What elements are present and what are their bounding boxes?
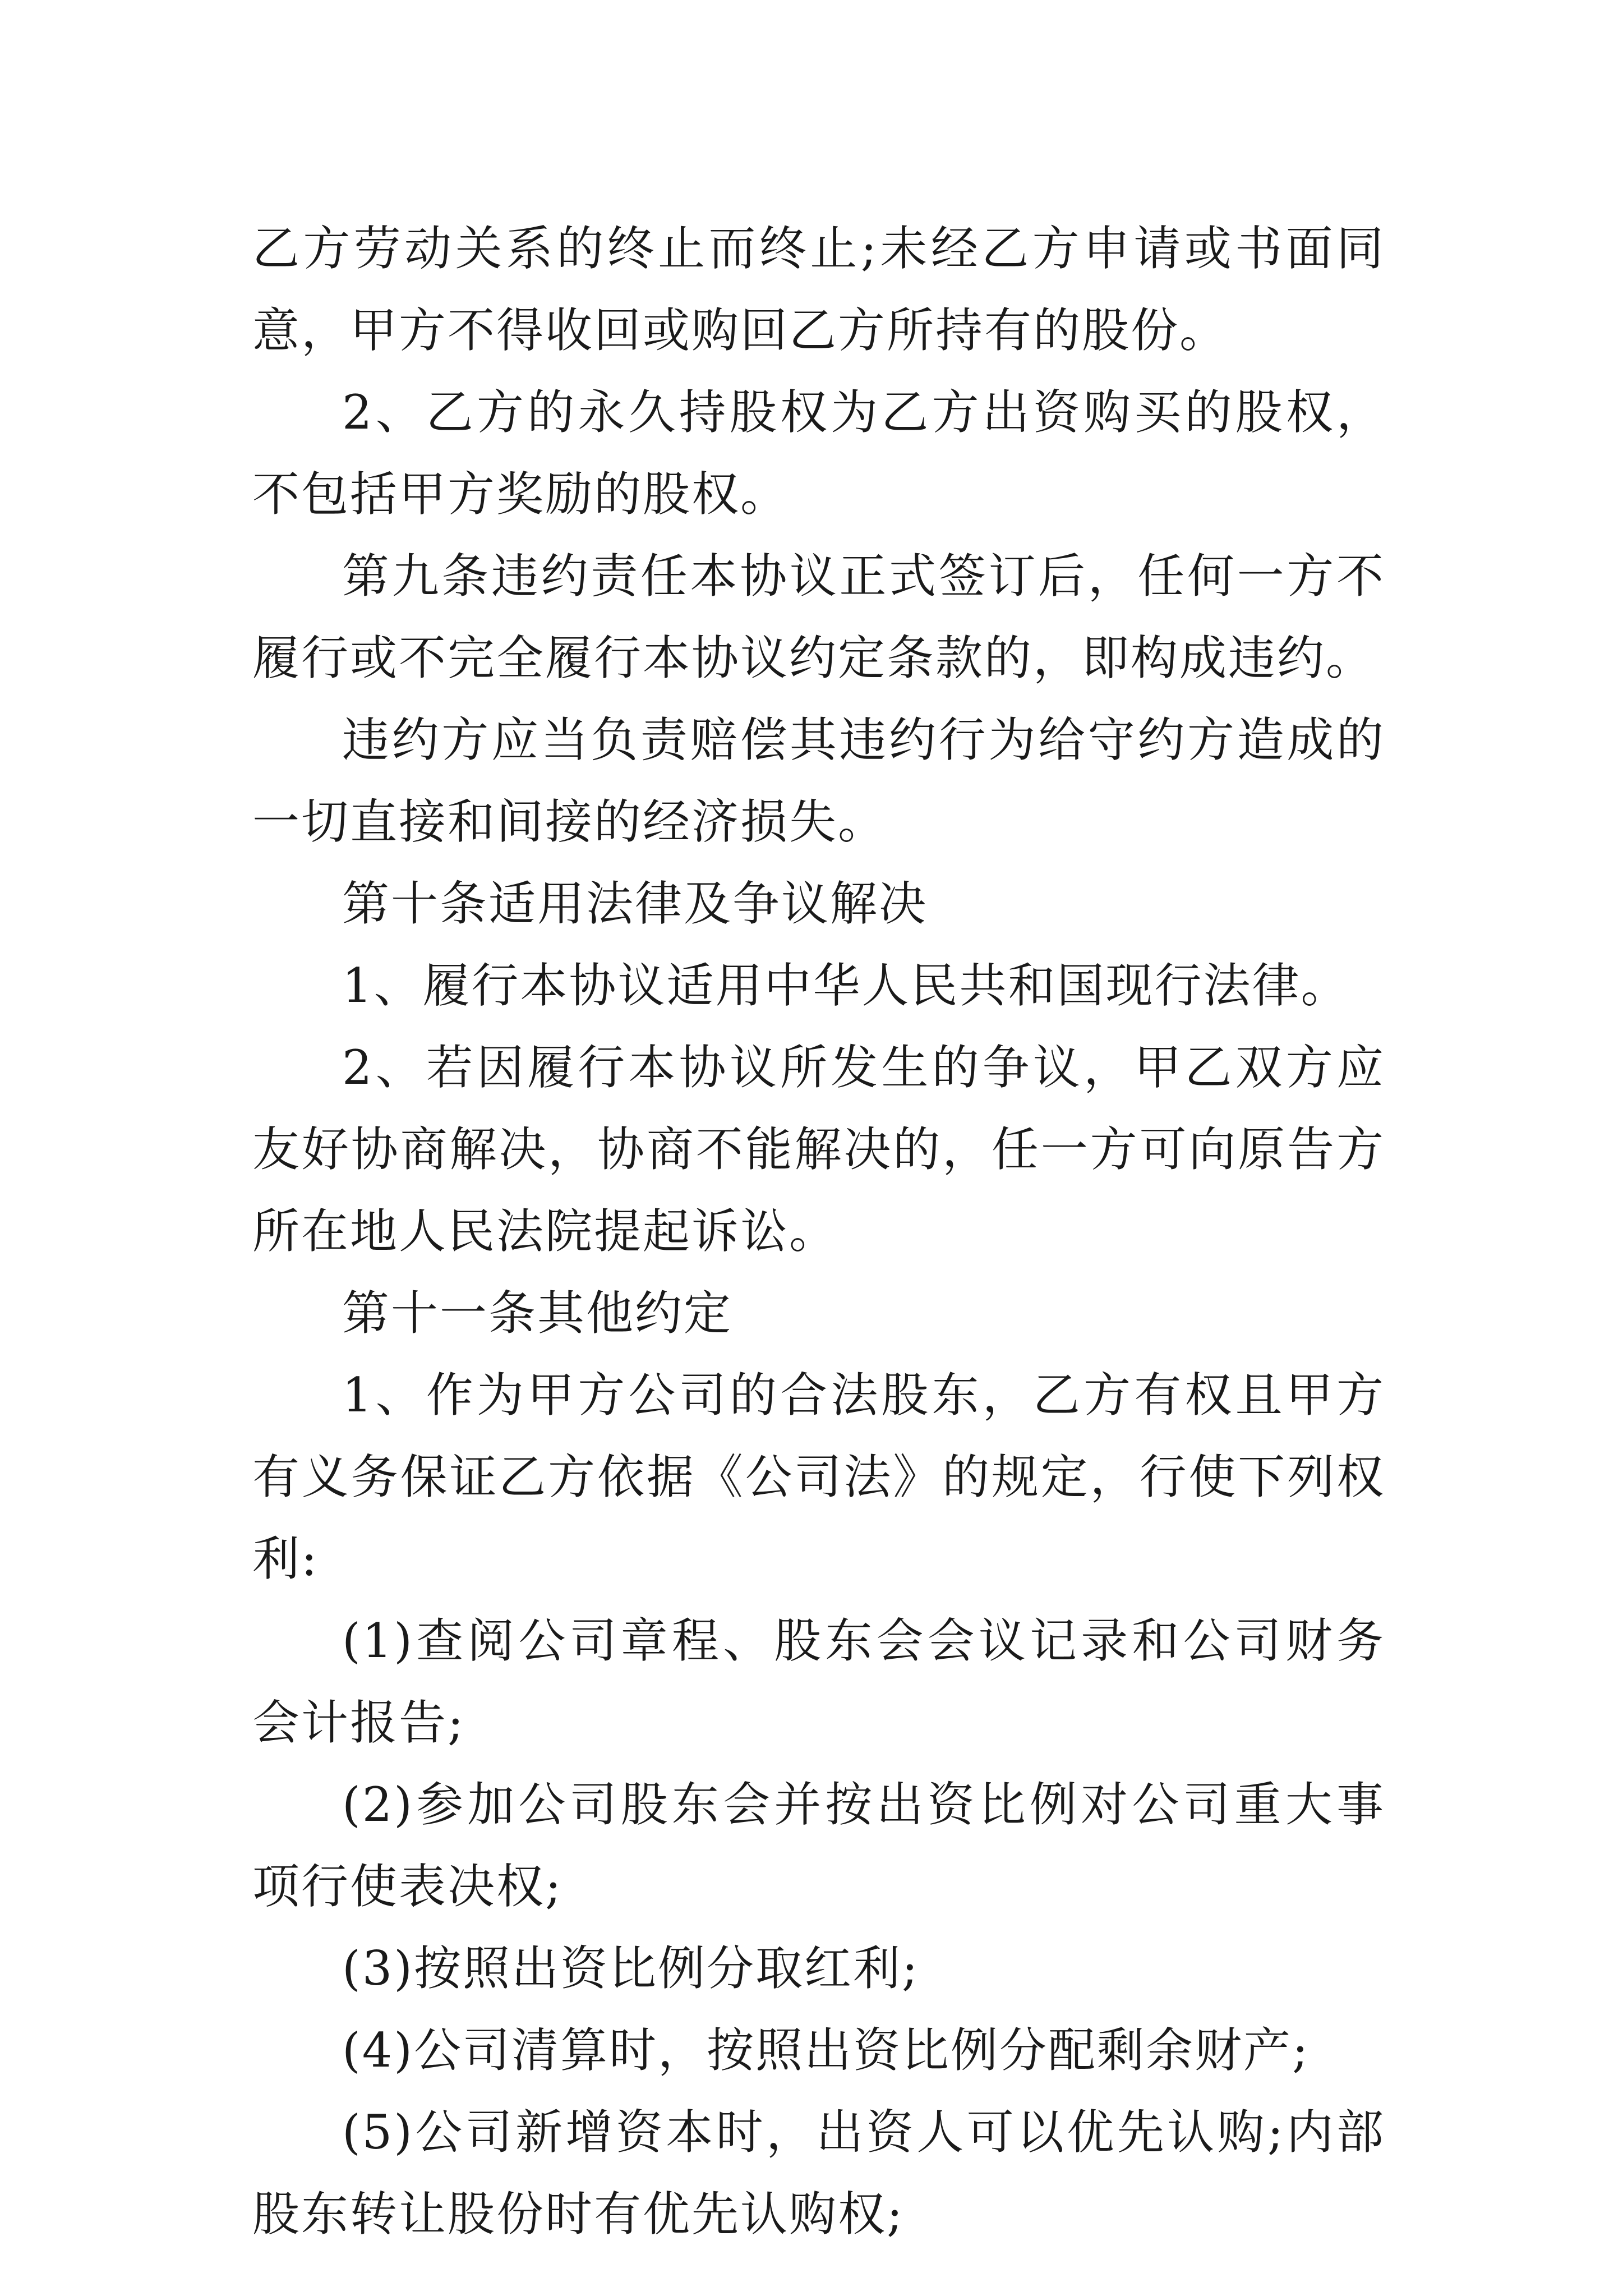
list-item: (1)查阅公司章程、股东会会议记录和公司财务会计报告; bbox=[252, 1613, 1385, 1750]
section-heading: 第十条适用法律及争议解决 bbox=[342, 876, 928, 931]
paragraph: 1、作为甲方公司的合法股东，乙方有权且甲方有义务保证乙方依据《公司法》的规定，行使下列权利: bbox=[252, 1368, 1385, 1586]
list-item: (4)公司清算时，按照出资比例分配剩余财产; bbox=[342, 2023, 1310, 2078]
paragraph: 第九条违约责任本协议正式签订后，任何一方不履行或不完全履行本协议约定条款的，即构成违约。 bbox=[252, 549, 1385, 685]
paragraph: 乙方劳动关系的终止而终止;未经乙方申请或书面同意，甲方不得收回或购回乙方所持有的股份。 bbox=[252, 221, 1385, 358]
paragraph: 2、若因履行本协议所发生的争议，甲乙双方应友好协商解决，协商不能解决的，任一方可向原告方所在地人民法院提起诉讼。 bbox=[252, 1040, 1385, 1259]
paragraph: 违约方应当负责赔偿其违约行为给守约方造成的一切直接和间接的经济损失。 bbox=[252, 712, 1385, 849]
list-item: (3)按照出资比例分取红利; bbox=[342, 1941, 920, 1996]
document-body bbox=[252, 208, 1385, 2255]
list-item: (2)参加公司股东会并按出资比例对公司重大事项行使表决权; bbox=[252, 1777, 1385, 1914]
section-heading: 第十一条其他约定 bbox=[342, 1286, 733, 1341]
paragraph: 1、履行本协议适用中华人民共和国现行法律。 bbox=[342, 958, 1350, 1013]
paragraph: 2、乙方的永久持股权为乙方出资购买的股权，不包括甲方奖励的股权。 bbox=[252, 385, 1385, 522]
list-item: (5)公司新增资本时，出资人可以优先认购;内部股东转让股份时有优先认购权; bbox=[252, 2105, 1385, 2242]
